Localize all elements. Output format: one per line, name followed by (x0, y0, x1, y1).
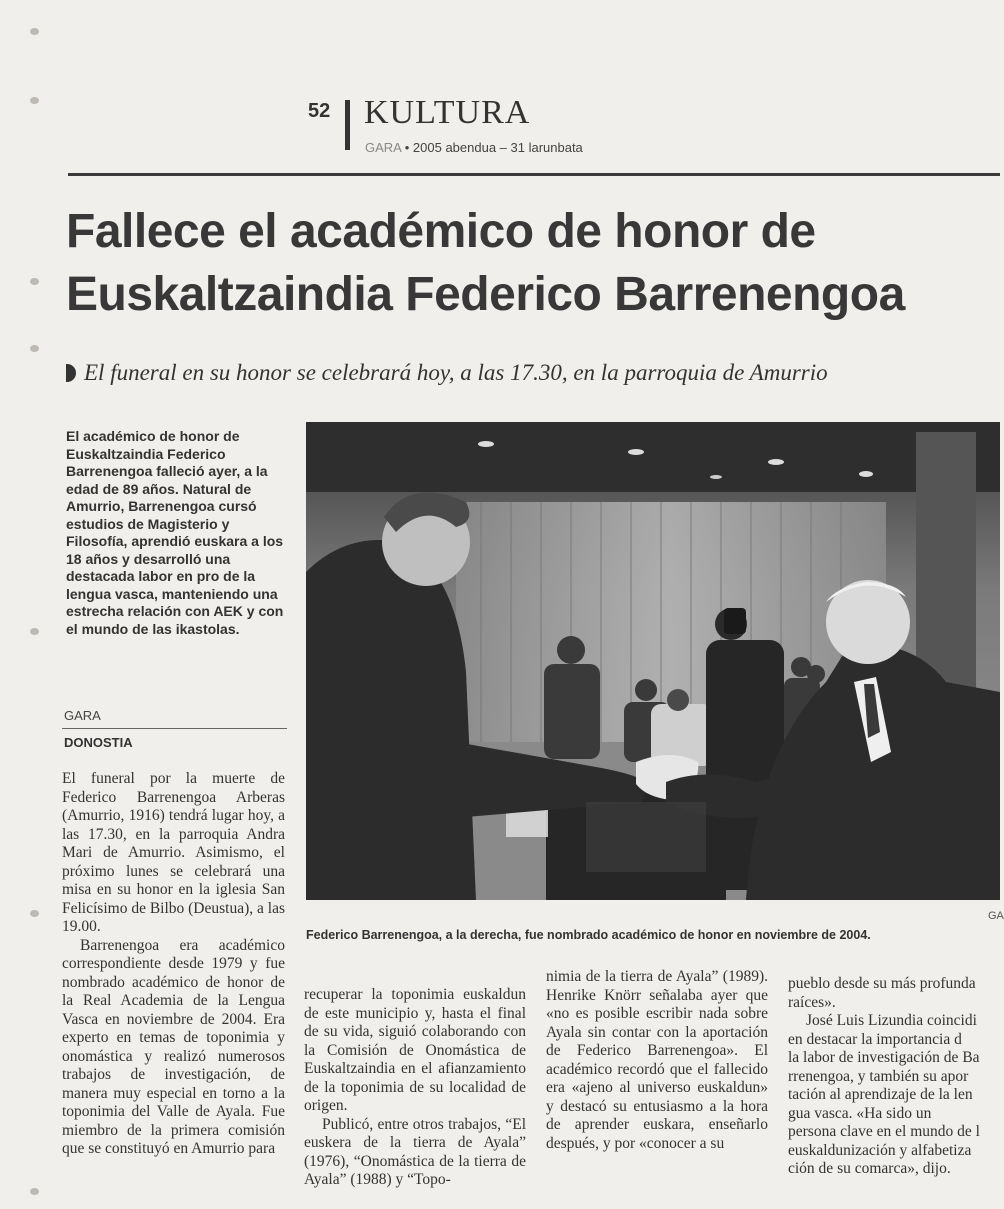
brand-name: GARA (365, 140, 402, 155)
page-number: 52 (308, 100, 331, 122)
binder-hole (30, 910, 39, 917)
text-line: raíces». (788, 993, 836, 1011)
text-line: en destacar la importancia d (788, 1030, 962, 1048)
text-line: tación al aprendizaje de la len (788, 1086, 973, 1103)
text-line: euskaldunización y alfabetiza (788, 1141, 972, 1159)
headline (66, 200, 905, 326)
binder-hole (30, 97, 39, 104)
text-line: persona clave en el mundo de l (788, 1123, 980, 1140)
text-line: gua vasca. «Ha sido un (788, 1104, 932, 1122)
text-line: José Luis Lizundia coincidi (806, 1012, 977, 1029)
text-line: ción de su comarca», dijo. (788, 1160, 951, 1177)
headline-line: Fallece el académico de honor de (66, 205, 816, 258)
body-paragraph: nimia de la tierra de Ayala” (1989). Henrike Knörr señalaba ayer que «no es posible escribir nada sobre Ayala sin contar con la aportación de Federico Barrenengoa». El académico recordó que el fallecido era «ajeno al universo euskaldun» y destacó su entusiasmo a la hora de aprender euskara, enseñarlo después, y por «conocer a su (546, 968, 768, 1152)
binder-hole (30, 278, 39, 285)
byline-rule (62, 728, 287, 729)
issue-date: • 2005 abendua – 31 larunbata (404, 140, 583, 155)
bullet-icon (66, 364, 76, 382)
binder-hole (30, 345, 39, 352)
text-line: pueblo desde su más profunda (788, 975, 976, 992)
section-bar (345, 100, 350, 150)
binder-hole (30, 1188, 39, 1195)
lead-paragraph: El académico de honor de Euskaltzaindia Federico Barrenengoa falleció ayer, a la edad de 89 años. Natural de Amurrio, Barrenengoa cursó estudios de Magisterio y Filosofía, aprendió euskara a los 18 años y desarrolló una destacada labor en pro de la lengua vasca, manteniendo una estrecha relación con AEK y con el mundo de las ikastolas. (66, 428, 284, 637)
dateline-place: DONOSTIA (64, 735, 133, 750)
photo-illustration (306, 422, 1000, 900)
body-column-4 (788, 975, 1000, 1179)
agency-credit: GARA (64, 708, 101, 723)
body-paragraph: recuperar la toponimia euskaldun de este municipio y, hasta el final de su vida, siguió colaborando con la Comisión de Onomástica de Euskaltzaindia en el afianzamiento de la toponimia de su localidad de origen. (304, 986, 526, 1114)
body-paragraph: Publicó, entre otros trabajos, “El euskera de la tierra de Ayala” (1976), “Onomástica de la tierra de Ayala” (1988) y “Topo- (304, 1115, 526, 1188)
subheadline-text: El funeral en su honor se celebrará hoy, a las 17.30, en la parroquia de Amurrio (84, 360, 828, 385)
subheadline (66, 360, 828, 386)
photo-credit: GA (988, 910, 1004, 922)
body-column-1 (62, 770, 285, 1159)
binder-hole (30, 28, 39, 35)
header-rule (68, 173, 1000, 176)
dateline (365, 140, 583, 155)
body-column-2 (304, 986, 526, 1190)
article-photo (306, 422, 1000, 900)
headline-line: Euskaltzaindia Federico Barrenengoa (66, 268, 905, 321)
binder-hole (30, 628, 39, 635)
body-column-3 (546, 968, 768, 1153)
text-line: rrenengoa, y también su apor (788, 1067, 969, 1085)
body-paragraph: El funeral por la muerte de Federico Barrenengoa Arberas (Amurrio, 1916) tendrá lugar hoy, a las 17.30, en la parroquia Andra Mari de Amurrio. Asimismo, el próximo lunes se celebrará una misa en su honor en la iglesia San Felicísimo de Bilbo (Deustua), a las 19.00. (62, 770, 285, 935)
photo-caption: Federico Barrenengoa, a la derecha, fue nombrado académico de honor en noviembre de 2004. (306, 928, 871, 942)
body-paragraph: Barrenengoa era académico correspondiente desde 1979 y fue nombrado académico de honor de la Real Academia de la Lengua Vasca en noviembre de 2004. Era experto en temas de toponimia y onomástica y realizó numerosos trabajos de investigación, de manera muy especial en torno a la toponimia del Valle de Ayala. Fue miembro de la primera comisión que se constituyó en Amurrio para (62, 936, 285, 1157)
section-title: KULTURA (364, 94, 531, 131)
text-line: la labor de investigación de Ba (788, 1049, 980, 1066)
